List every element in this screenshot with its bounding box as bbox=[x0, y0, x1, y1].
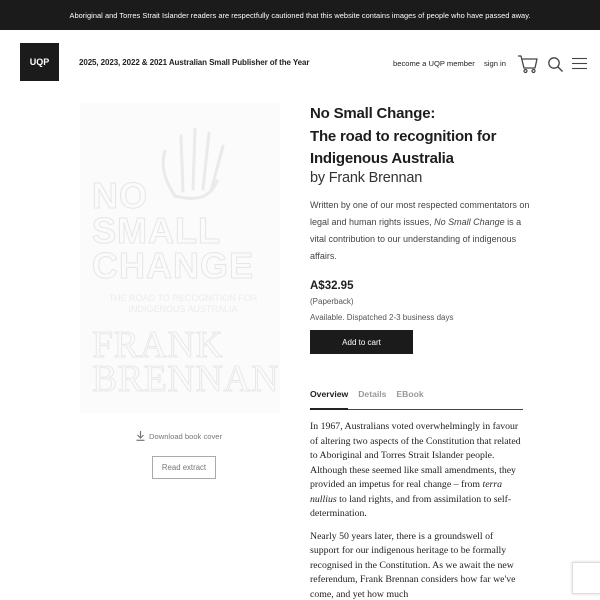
blurb-text-2: is a vital contribution to our understanding of indigenous affairs. bbox=[310, 217, 522, 261]
menu-icon[interactable] bbox=[572, 57, 587, 70]
price: A$32.95 bbox=[310, 280, 354, 292]
book-title bbox=[310, 103, 550, 171]
description-paragraph-2: Nearly 50 years later, there is a groundswell of support for our indigenous heritage to be formally recognised in the Constitution. As we await the new referendum, Frank Brennan considers how far we've come, and yet how much bbox=[310, 530, 516, 600]
book-cover-image bbox=[80, 103, 280, 413]
search-icon[interactable] bbox=[547, 56, 564, 73]
book-info-tabs bbox=[310, 389, 523, 410]
logo-text: UQP bbox=[29, 57, 50, 67]
description-text-2: to land rights, and from assimilation to self-determination. bbox=[310, 493, 512, 519]
sign-in-link[interactable]: sign in bbox=[484, 59, 506, 68]
award-text: 2025, 2023, 2022 & 2021 Australian Small Publisher of the Year bbox=[79, 58, 310, 67]
tab-details[interactable]: Details bbox=[358, 389, 387, 399]
cart-icon[interactable] bbox=[517, 54, 539, 74]
read-extract-button[interactable]: Read extract bbox=[152, 456, 216, 479]
add-to-cart-button[interactable]: Add to cart bbox=[310, 330, 413, 354]
format-label: (Paperback) bbox=[310, 297, 354, 306]
cultural-notice-bar bbox=[0, 0, 600, 30]
overview-description bbox=[310, 420, 525, 600]
tab-ebook[interactable]: EBook bbox=[396, 389, 424, 399]
book-blurb bbox=[310, 197, 535, 265]
recaptcha-badge[interactable] bbox=[572, 562, 600, 594]
cover-title: NO SMALL CHANGE bbox=[92, 175, 255, 286]
become-member-link[interactable]: become a UQP member bbox=[393, 59, 475, 68]
blurb-book-title: No Small Change bbox=[434, 217, 505, 227]
site-header bbox=[0, 30, 600, 94]
title-line-1: No Small Change: bbox=[310, 105, 436, 122]
description-paragraph bbox=[310, 420, 525, 522]
cultural-notice-text: Aboriginal and Torres Strait Islander readers are respectfully cautioned that this website contains images of people who have passed away. bbox=[69, 10, 531, 20]
cover-author: FRANK BRENNAN bbox=[92, 324, 280, 400]
title-line-2: The road to recognition for bbox=[310, 127, 497, 145]
download-cover-link[interactable] bbox=[136, 431, 222, 441]
tab-overview[interactable]: Overview bbox=[310, 389, 348, 410]
description-text-1: In 1967, Australians voted overwhelmingly in favour of altering two aspects of the Constitution that related to Aboriginal and Torres Strait Islander people. Although these seemed like small amendments, they provided an impetus for real change – from bbox=[310, 421, 521, 490]
blurb-text-1: Written by one of our most respected commentators on legal and human rights issues, bbox=[310, 200, 530, 227]
description-italic: terra nullius bbox=[310, 479, 503, 505]
uqp-logo[interactable] bbox=[20, 43, 59, 81]
title-line-3: Indigenous Australia bbox=[310, 150, 454, 167]
download-cover-label: Download book cover bbox=[149, 431, 223, 441]
download-icon bbox=[136, 431, 145, 441]
cover-subtitle: THE ROAD TO RECOGNITION FOR INDIGENOUS AUSTRALIA bbox=[108, 293, 258, 314]
book-author[interactable]: by Frank Brennan bbox=[310, 170, 423, 186]
availability-text: Available. Dispatched 2-3 business days bbox=[310, 313, 454, 322]
